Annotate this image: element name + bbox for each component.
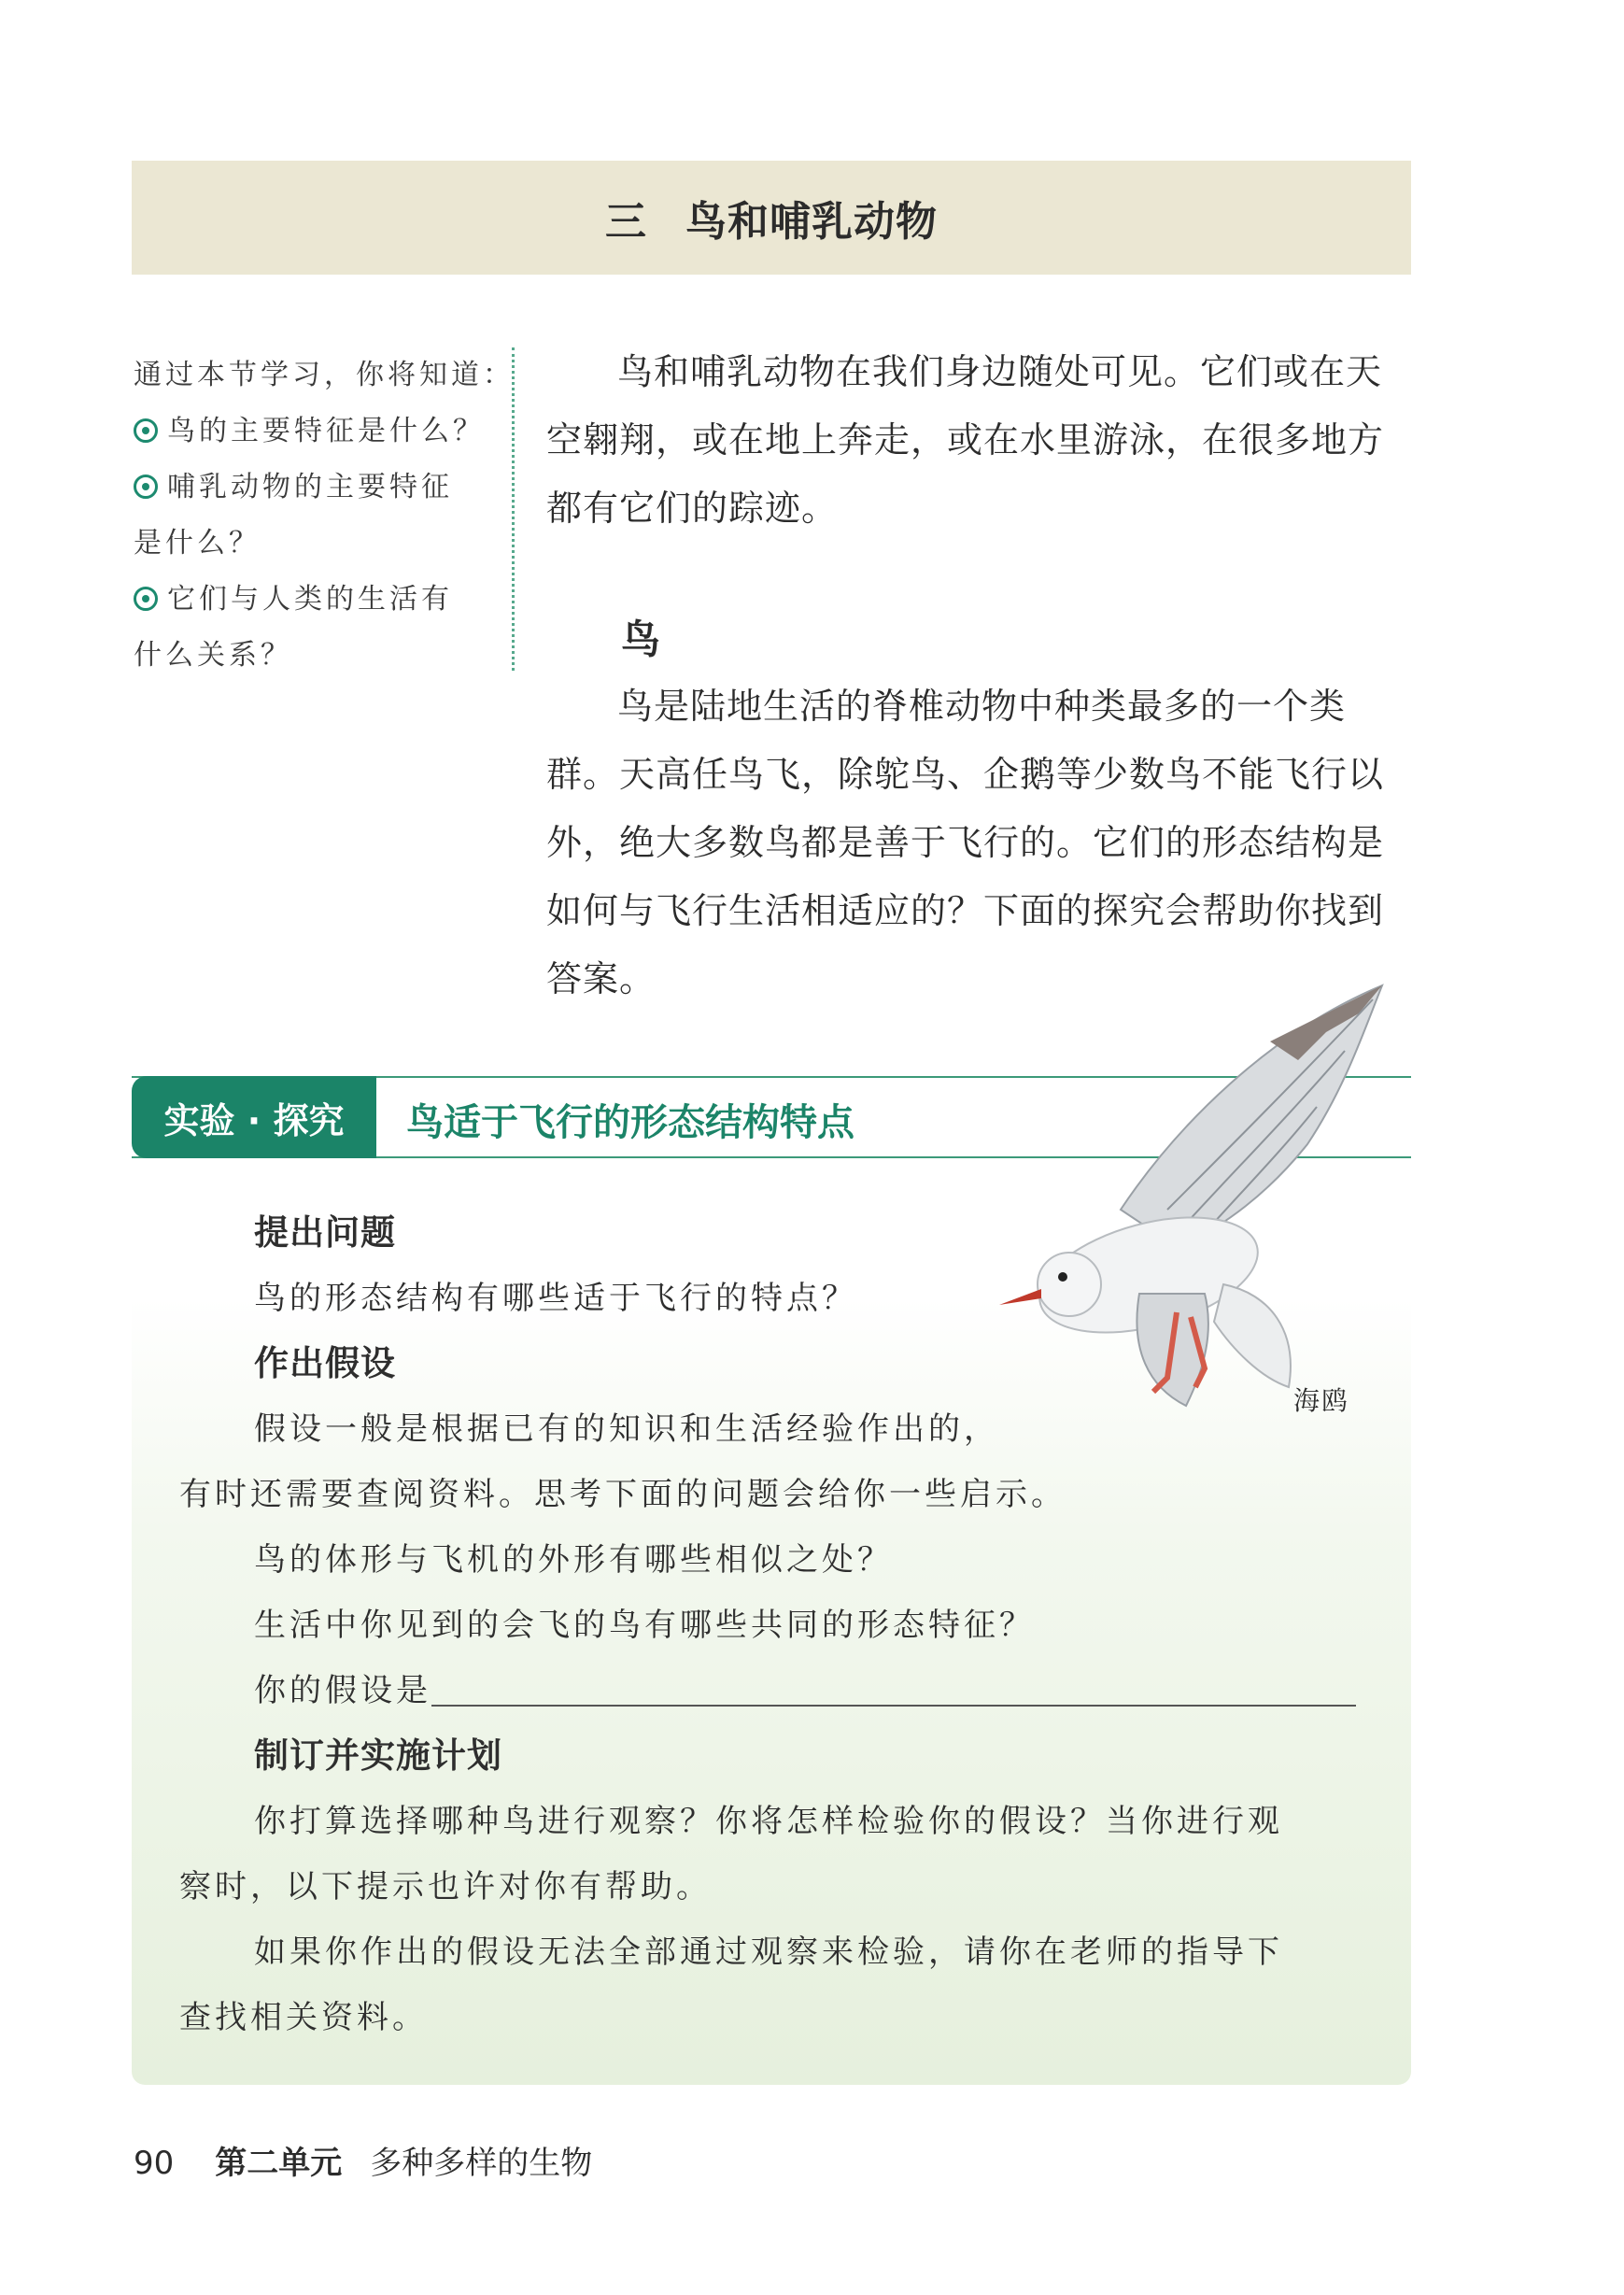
target-bullet-icon	[134, 418, 158, 443]
bird-text	[546, 673, 1415, 1013]
activity-tag: 实验 · 探究	[132, 1076, 376, 1158]
target-bullet-icon	[134, 587, 158, 611]
objective-item-cont: 是什么？	[134, 527, 261, 560]
hypothesis-question-1: 鸟的体形与飞机的外形有哪些相似之处？	[254, 1541, 893, 1579]
section-number: 三	[605, 198, 646, 246]
hypothesis-blank-line	[254, 1658, 1375, 1723]
plan-heading: 制订并实施计划	[254, 1735, 502, 1776]
page-footer	[134, 2137, 592, 2183]
seagull-image	[990, 976, 1401, 1424]
hypothesis-answer-blank[interactable]	[431, 1705, 1356, 1707]
page-number: 90	[134, 2145, 175, 2182]
plan-text-2a: 如果你作出的假设无法全部通过观察来检验，请你在老师的指导下	[254, 1934, 1283, 1971]
question-text: 鸟的形态结构有哪些适于飞行的特点？	[254, 1280, 857, 1317]
section-title-band	[132, 161, 1411, 275]
bird-paragraph: 鸟是陆地生活的脊椎动物中种类最多的一个类群。天高任鸟飞，除鸵鸟、企鹅等少数鸟不能飞行以外，绝大多数鸟都是善于飞行的。它们的形态结构是如何与飞行生活相适应的？下面的探究会帮助你找到答案。	[546, 686, 1385, 999]
unit-title: 多种多样的生物	[370, 2145, 593, 2182]
hypothesis-blank-label: 你的假设是	[254, 1672, 431, 1709]
plan-text-2b: 查找相关资料。	[179, 1999, 428, 2036]
learning-objectives	[134, 347, 515, 684]
activity-title: 鸟适于飞行的形态结构特点	[406, 1101, 854, 1144]
objective-item-cont: 什么关系？	[134, 639, 292, 672]
objective-item: 鸟的主要特征是什么？	[134, 404, 498, 460]
plan-text-1b: 察时，以下提示也许对你有帮助。	[179, 1868, 712, 1905]
plan-text-1a: 你打算选择哪种鸟进行观察？你将怎样检验你的假设？当你进行观	[254, 1803, 1283, 1840]
objective-item: 它们与人类的生活有	[134, 572, 498, 628]
hypothesis-text-2: 有时还需要查阅资料。思考下面的问题会给你一些启示。	[179, 1476, 1066, 1513]
dotted-divider	[512, 347, 515, 671]
bird-heading: 鸟	[621, 616, 661, 662]
target-bullet-icon	[134, 475, 158, 499]
objective-item: 哺乳动物的主要特征	[134, 460, 498, 516]
intro-text	[546, 338, 1415, 543]
section-title: 鸟和哺乳动物	[685, 198, 938, 246]
figure-caption: 海鸥	[1293, 1385, 1350, 1416]
intro-paragraph: 鸟和哺乳动物在我们身边随处可见。它们或在天空翱翔，或在地上奔走，或在水里游泳，在很多地方都有它们的踪迹。	[546, 351, 1385, 529]
hypothesis-heading: 作出假设	[254, 1343, 396, 1383]
objectives-intro: 通过本节学习，你将知道：	[134, 359, 515, 391]
question-heading: 提出问题	[254, 1212, 396, 1253]
hypothesis-text-1: 假设一般是根据已有的知识和生活经验作出的，	[254, 1410, 999, 1448]
unit-label: 第二单元	[215, 2145, 343, 2182]
hypothesis-question-2: 生活中你见到的会飞的鸟有哪些共同的形态特征？	[254, 1607, 1035, 1644]
